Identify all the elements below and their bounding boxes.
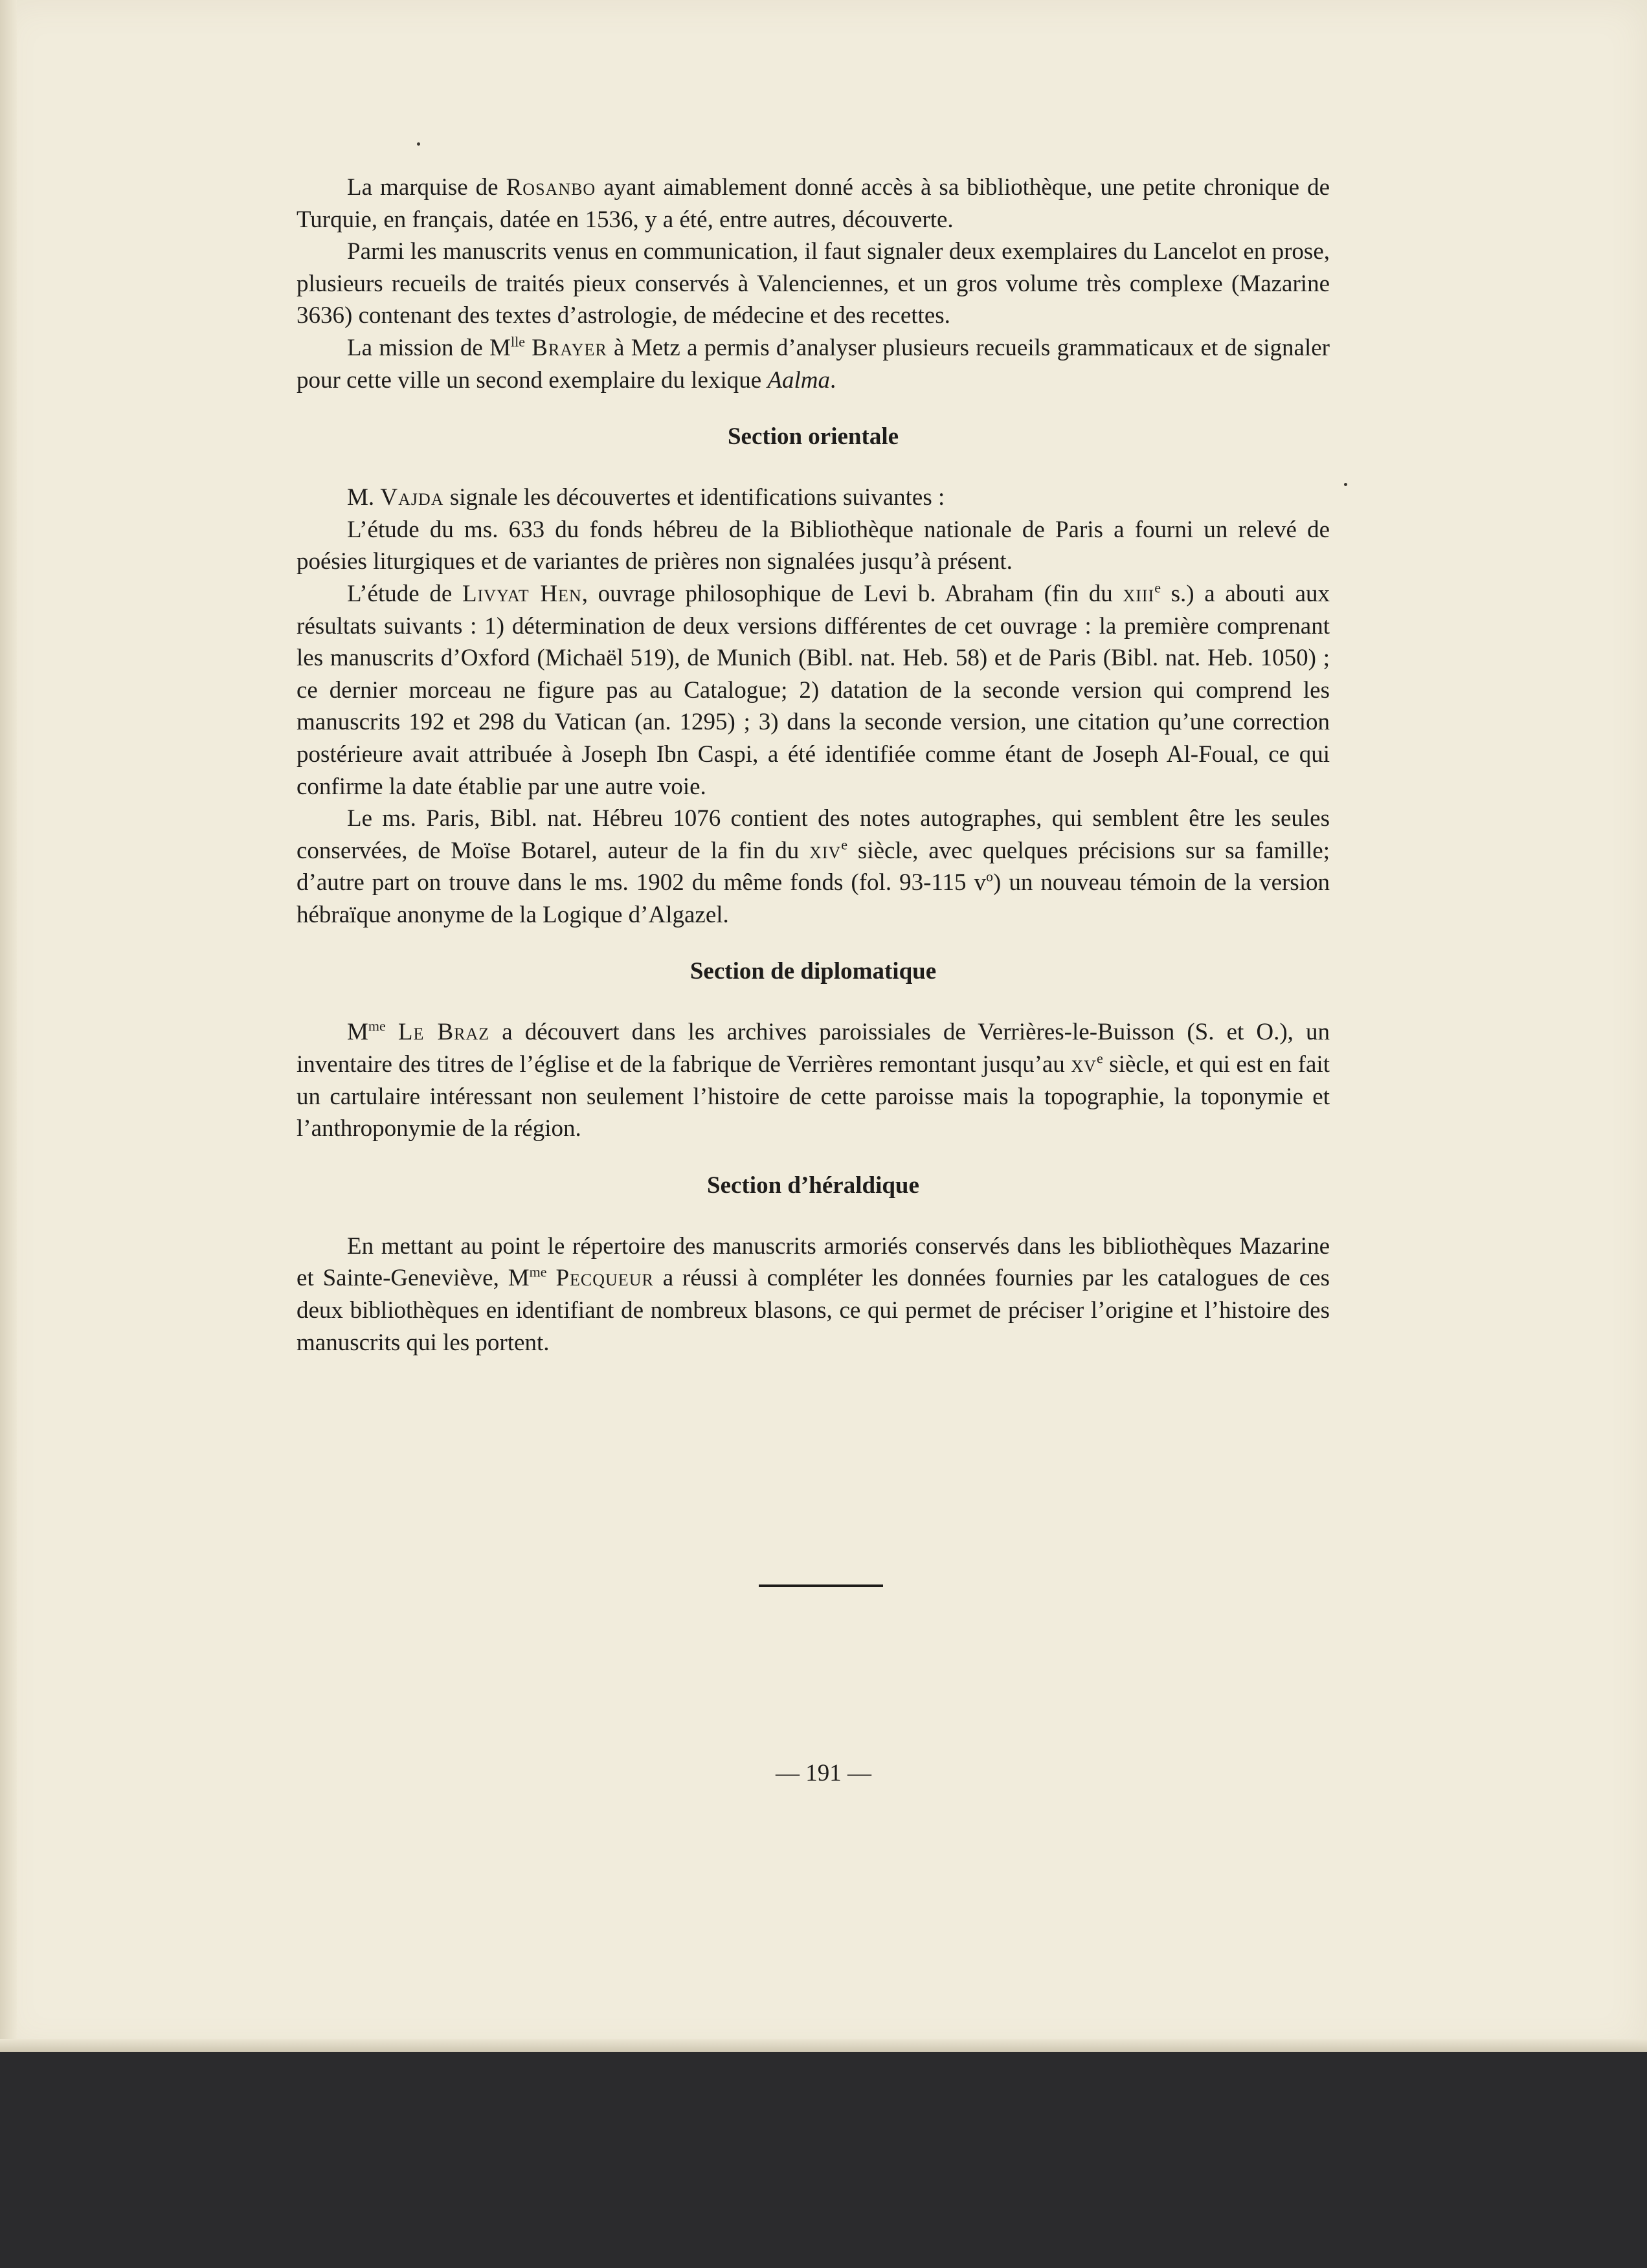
century-numeral: xv xyxy=(1071,1051,1097,1078)
scanner-background xyxy=(0,2052,1647,2268)
paper-speck xyxy=(417,142,420,146)
person-name: Rosanbo xyxy=(506,174,596,201)
work-title: Livyat Hen xyxy=(462,580,582,607)
text-run: M. xyxy=(347,484,381,511)
paragraph-pecqueur xyxy=(297,1230,1330,1359)
text-run: . xyxy=(830,366,836,394)
person-name: Pecqueur xyxy=(555,1265,654,1292)
text-run: siècle, et qui est en fait un cartulaire intéressant non seulement l’histoire de cette paroisse mais la topographie, la toponymie et l’anthroponymie de la région. xyxy=(297,1051,1330,1142)
superscript: lle xyxy=(510,333,525,350)
page-number: — 191 — xyxy=(776,1760,871,1786)
person-name: Vajda xyxy=(380,484,444,511)
paper-speck xyxy=(1344,483,1347,486)
text-run: a découvert dans les archives paroissiales de Verrières-le-Buisson (S. et O.), un inventaire des titres de l’église et de la fabrique de Verrières remontant jusqu’au xyxy=(297,1019,1330,1078)
text-run: siècle, avec quelques précisions sur sa famille; d’autre part on trouve dans le ms. 1902 du même fonds (fol. 93-115 v xyxy=(297,837,1330,896)
person-name: Brayer xyxy=(532,334,607,361)
text-run xyxy=(386,1019,398,1045)
text-run: ayant aimablement donné accès à sa bibliothèque, une petite chronique de Turquie, en français, datée en 1536, y a été, entre autres, découverte. xyxy=(297,174,1330,233)
text-run: L’étude de xyxy=(347,580,462,607)
text-run: M xyxy=(347,1019,368,1046)
text-run: à Metz a permis d’analyser plusieurs recueils grammaticaux et de signaler pour cette ville un second exemplaire du lexique xyxy=(297,334,1330,394)
person-name: Le Braz xyxy=(398,1019,490,1046)
section-heading-diplomatique: Section de diplomatique xyxy=(689,958,937,985)
end-rule xyxy=(759,1584,883,1587)
paragraph-ms-1076 xyxy=(297,803,1330,931)
paragraph-vajda xyxy=(297,482,1330,514)
text-run xyxy=(547,1265,556,1291)
text-column xyxy=(297,172,1330,1359)
text-run: , ouvrage philosophique de Levi b. Abraham (fin du xyxy=(581,580,1123,607)
text-run: La mission de M xyxy=(347,334,511,361)
text-run: La marquise de xyxy=(347,174,506,201)
italic-title: Aalma xyxy=(767,366,831,394)
section-heading-orientale: Section orientale xyxy=(727,423,899,450)
text-run: Le ms. Paris, Bibl. nat. Hébreu 1076 contient des notes autographes, qui semblent être les seules conservées, de Moïse Botarel, auteur de la fin du xyxy=(297,805,1330,864)
superscript: o xyxy=(986,868,994,885)
century-numeral: xiii xyxy=(1123,580,1155,607)
paragraph-rosanbo xyxy=(297,172,1330,236)
paragraph-ms-633: L’étude du ms. 633 du fonds hébreu de la Bibliothèque nationale de Paris a fourni un relevé de poésies liturgiques et de variantes de prières non signalées jusqu’à présent. xyxy=(297,516,1330,575)
text-run: s.) a abouti aux résultats suivants : 1) détermination de deux versions différentes de cet ouvrage : la première comprenant les manuscrits d’Oxford (Michaël 519), de Munich (Bibl. nat. Heb. 58) et de Paris (Bibl. nat. Heb. 1050) ; ce dernier morceau ne figure pas au Catalogue; 2) datation de la seconde version qui comprend les manuscrits 192 et 298 du Vatican (an. 1295) ; 3) dans la seconde version, une citation qu’une correction postérieure avait attribuée à Joseph Ibn Caspi, a été identifiée comme étant de Joseph Al-Foual, ce qui confirme la date établie par une autre voie. xyxy=(297,580,1330,800)
paragraph-le-braz xyxy=(297,1016,1330,1144)
superscript: me xyxy=(368,1018,386,1035)
paragraph-brayer xyxy=(297,332,1330,396)
page-gutter-edge xyxy=(0,0,17,2052)
paragraph-livyat-hen xyxy=(297,578,1330,803)
superscript: me xyxy=(529,1264,547,1281)
superscript: e xyxy=(1154,579,1161,596)
text-run: a réussi à compléter les données fournies par les catalogues de ces deux bibliothèques en identifiant de nombreux blasons, ce qui permet de préciser l’origine et l’histoire des manuscrits qui les portent. xyxy=(297,1265,1330,1356)
paragraph-manuscrits: Parmi les manuscrits venus en communication, il faut signaler deux exemplaires du Lancelot en prose, plusieurs recueils de traités pieux conservés à Valenciennes, et un gros volume très complexe (Mazarine 3636) contenant des textes d’astrologie, de médecine et des recettes. xyxy=(297,238,1330,329)
superscript: e xyxy=(1096,1050,1103,1067)
section-heading-heraldique: Section d’héraldique xyxy=(707,1172,919,1199)
text-run: En mettant au point le répertoire des manuscrits armoriés conservés dans les bibliothèques Mazarine et Sainte-Geneviève, M xyxy=(297,1232,1330,1292)
page-bottom-edge xyxy=(0,2039,1647,2052)
text-run xyxy=(525,335,532,361)
century-numeral: xiv xyxy=(809,837,842,864)
text-run: signale les découvertes et identifications suivantes : xyxy=(443,484,945,511)
text-run: ) un nouveau témoin de la version hébraïque anonyme de la Logique d’Algazel. xyxy=(297,869,1330,928)
superscript: e xyxy=(841,836,848,853)
